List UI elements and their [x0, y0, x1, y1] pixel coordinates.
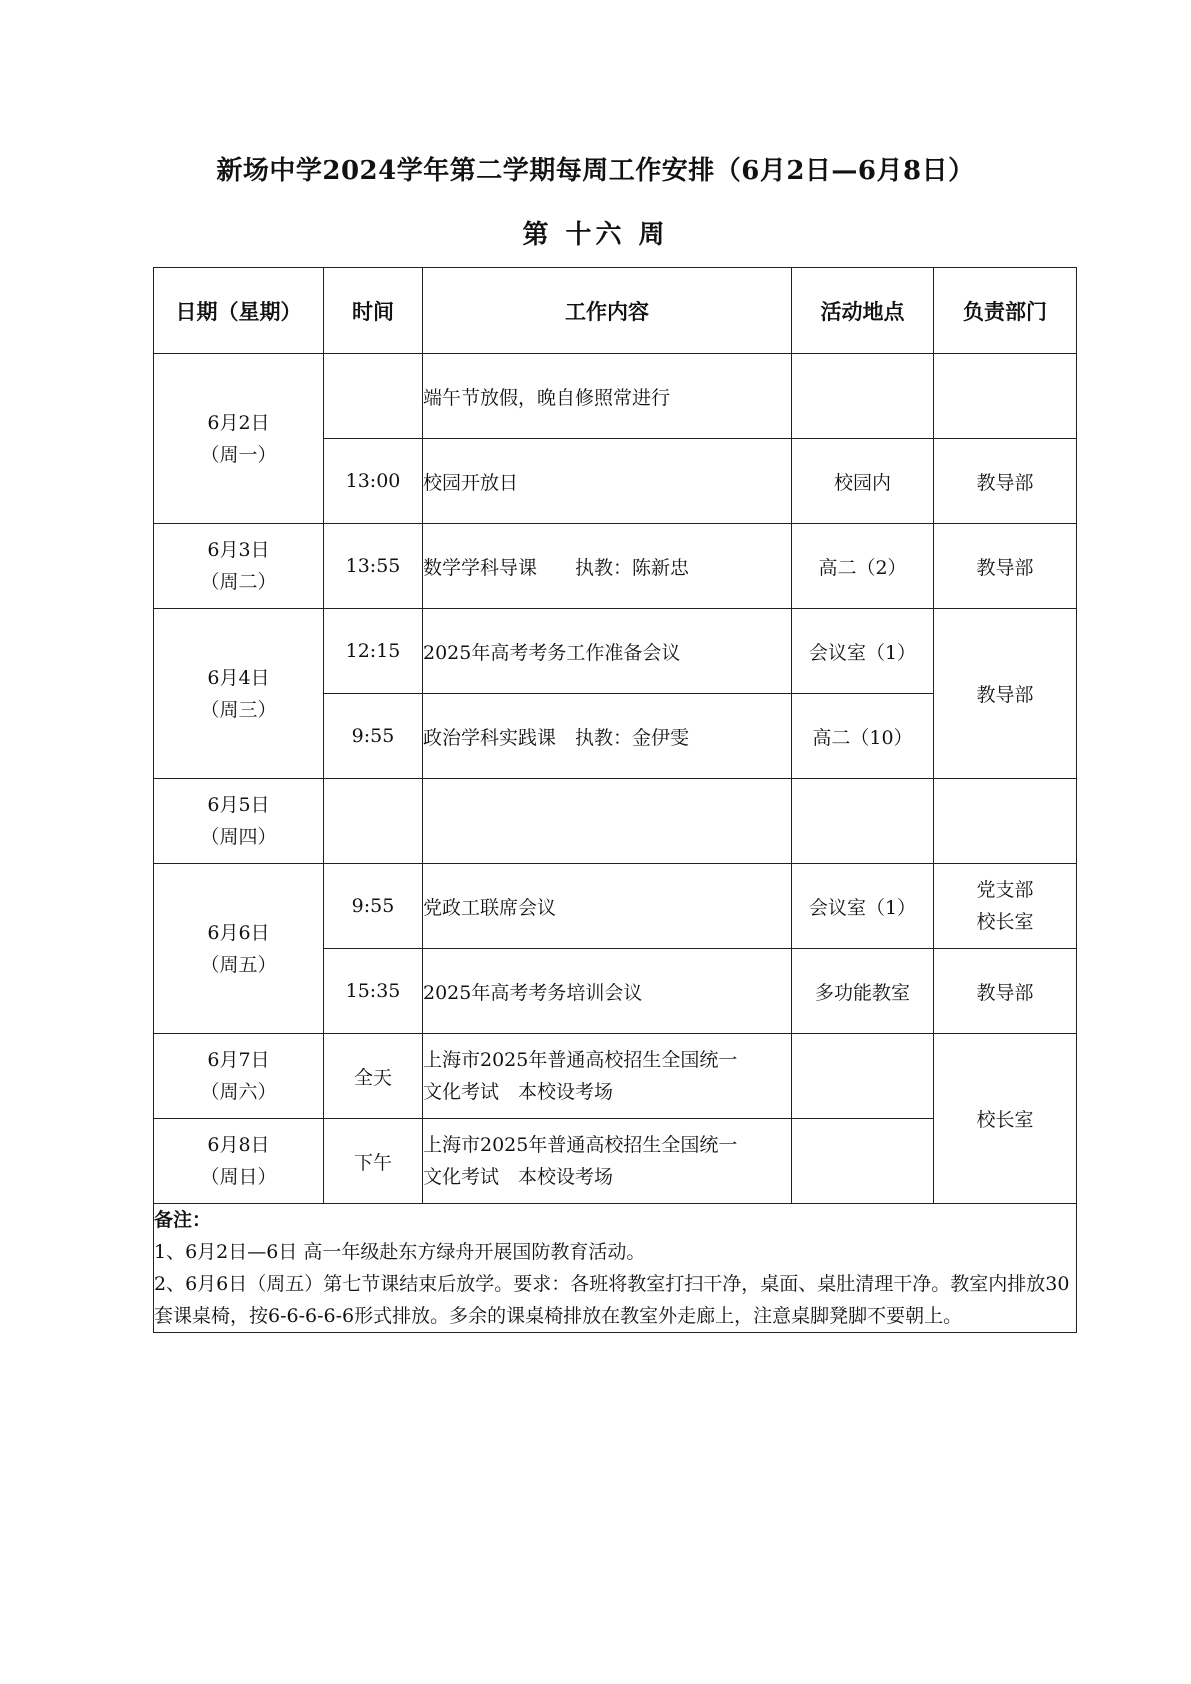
schedule-table: [153, 267, 1077, 1333]
date-cell: [154, 864, 324, 1034]
location-cell: [792, 1034, 934, 1119]
content-cell: 政治学科实践课 执教：金伊雯: [423, 694, 792, 779]
weekday-text: （周四）: [200, 826, 277, 848]
weekday-text: （周五）: [200, 953, 277, 976]
date-cell: [154, 1034, 324, 1119]
header-date: 日期（星期）: [154, 268, 324, 354]
content-cell: 数学学科导课 执教：陈新忠: [423, 524, 792, 609]
time-cell: 13:00: [324, 439, 423, 524]
time-cell: 全天: [324, 1034, 423, 1119]
location-cell: [792, 354, 934, 439]
dept-cell: 教导部: [934, 609, 1077, 779]
date-text: 6月2日: [207, 411, 270, 434]
content-text: 文化考试 本校设考场: [423, 1081, 614, 1103]
time-cell: 9:55: [324, 864, 423, 949]
location-cell: 高二（2）: [792, 524, 934, 609]
date-cell: [154, 524, 324, 609]
dept-text: 党支部: [976, 879, 1034, 901]
date-text: 6月4日: [207, 666, 270, 689]
table-row: [154, 864, 1077, 949]
date-text: 6月3日: [207, 539, 270, 561]
location-cell: 会议室（1）: [792, 609, 934, 694]
notes-line: 1、6月2日—6日 高一年级赴东方绿舟开展国防教育活动。: [154, 1241, 646, 1263]
weekday-text: （周日）: [200, 1166, 277, 1188]
table-row: [154, 779, 1077, 864]
dept-cell: 教导部: [934, 439, 1077, 524]
header-content: 工作内容: [423, 268, 792, 354]
content-cell: 党政工联席会议: [423, 864, 792, 949]
content-cell: [423, 1034, 792, 1119]
location-cell: 多功能教室: [792, 949, 934, 1034]
header-dept: 负责部门: [934, 268, 1077, 354]
header-time: 时间: [324, 268, 423, 354]
date-cell: [154, 1119, 324, 1204]
date-text: 6月5日: [207, 794, 270, 816]
notes-row: [154, 1204, 1077, 1333]
weekday-text: （周二）: [200, 571, 277, 593]
dept-text: 校长室: [976, 911, 1034, 933]
weekday-text: （周六）: [200, 1081, 277, 1103]
dept-cell: [934, 779, 1077, 864]
weekday-text: （周一）: [200, 443, 277, 466]
time-cell: 13:55: [324, 524, 423, 609]
dept-cell: [934, 864, 1077, 949]
table-header-row: [154, 268, 1077, 354]
content-cell: [423, 779, 792, 864]
content-cell: [423, 1119, 792, 1204]
time-cell: 15:35: [324, 949, 423, 1034]
location-cell: [792, 1119, 934, 1204]
time-cell: 9:55: [324, 694, 423, 779]
content-text: 文化考试 本校设考场: [423, 1166, 614, 1188]
table-row: [154, 524, 1077, 609]
date-cell: [154, 779, 324, 864]
date-cell: [154, 609, 324, 779]
time-cell: 12:15: [324, 609, 423, 694]
date-text: 6月8日: [207, 1134, 270, 1156]
time-cell: 下午: [324, 1119, 423, 1204]
table-row: [154, 354, 1077, 439]
dept-cell: [934, 354, 1077, 439]
table-row: [154, 1034, 1077, 1119]
document-title: 新场中学2024学年第二学期每周工作安排（6月2日—6月8日）: [216, 156, 975, 186]
dept-cell: 校长室: [934, 1034, 1077, 1204]
content-text: 上海市2025年普通高校招生全国统一: [423, 1134, 738, 1156]
content-cell: 2025年高考考务培训会议: [423, 949, 792, 1034]
location-cell: 高二（10）: [792, 694, 934, 779]
header-location: 活动地点: [792, 268, 934, 354]
date-text: 6月6日: [207, 921, 270, 944]
content-cell: 端午节放假，晚自修照常进行: [423, 354, 792, 439]
content-cell: 2025年高考考务工作准备会议: [423, 609, 792, 694]
notes-heading: 备注：: [154, 1209, 212, 1231]
date-text: 6月7日: [207, 1049, 270, 1071]
location-cell: [792, 779, 934, 864]
time-cell: [324, 779, 423, 864]
content-cell: 校园开放日: [423, 439, 792, 524]
notes-cell: [154, 1204, 1077, 1333]
date-cell: [154, 354, 324, 524]
week-label: 第 十六 周: [522, 220, 669, 250]
notes-line: 2、6月6日（周五）第七节课结束后放学。要求：各班将教室打扫干净，桌面、桌肚清理干净。教室内排放30套课桌椅，按6-6-6-6-6形式排放。多余的课桌椅排放在教室外走廊上，注意桌脚凳脚不要朝上。: [154, 1273, 1070, 1327]
location-cell: 校园内: [792, 439, 934, 524]
table-row: [154, 609, 1077, 694]
time-cell: [324, 354, 423, 439]
location-cell: 会议室（1）: [792, 864, 934, 949]
content-text: 上海市2025年普通高校招生全国统一: [423, 1049, 738, 1071]
dept-cell: 教导部: [934, 949, 1077, 1034]
dept-cell: 教导部: [934, 524, 1077, 609]
weekday-text: （周三）: [200, 698, 277, 721]
